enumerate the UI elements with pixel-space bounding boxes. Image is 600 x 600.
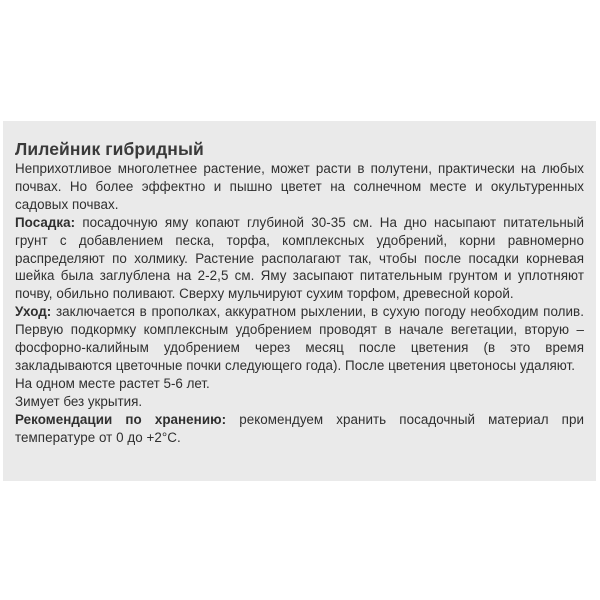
storage-text: рекомендуем хранить посадочный материал при температуре от 0 до +2°С. [15, 411, 584, 445]
lifespan-line: На одном месте растет 5-6 лет. [15, 375, 210, 391]
instruction-label [3, 121, 596, 481]
winter-line: Зимует без укрытия. [15, 393, 143, 409]
care-text: заключается в прополках, аккуратном рыхлении, в сухую погоду необходим полив. Первую подкормку комплексным удобрением проводят в начале вегетации, вторую – фосфорно-калийным удобрением через месяц после цветения (в это время закладываются цветочные почки следующего года). После цветения цветоносы удаляют. [15, 304, 584, 373]
care-section [15, 303, 584, 375]
care-heading: Уход: [15, 304, 52, 320]
planting-heading: Посадка: [15, 214, 76, 230]
storage-section [15, 411, 584, 447]
planting-text: посадочную яму копают глубиной 30-35 см. На дно насыпают питательный грунт с добавлением песка, торфа, комплексных удобрений, корни равномерно распределяют по холмику. Растение располагают так, чтобы после посадки корневая шейка была заглублена на 2-2,5 см. Яму засыпают питательным грунтом и уплотняют почву, обильно поливают. Сверху мульчируют сухим торфом, древесной корой. [15, 214, 584, 302]
planting-section [15, 214, 584, 304]
storage-heading: Рекомендации по хранению: [15, 411, 227, 427]
intro-paragraph: Неприхотливое многолетнее растение, может расти в полутени, практически на любых почвах. Но более эффектно и пышно цветет на солнечном месте и окультуренных садовых почвах. [15, 161, 584, 212]
plant-title: Лилейник гибридный [15, 139, 204, 159]
